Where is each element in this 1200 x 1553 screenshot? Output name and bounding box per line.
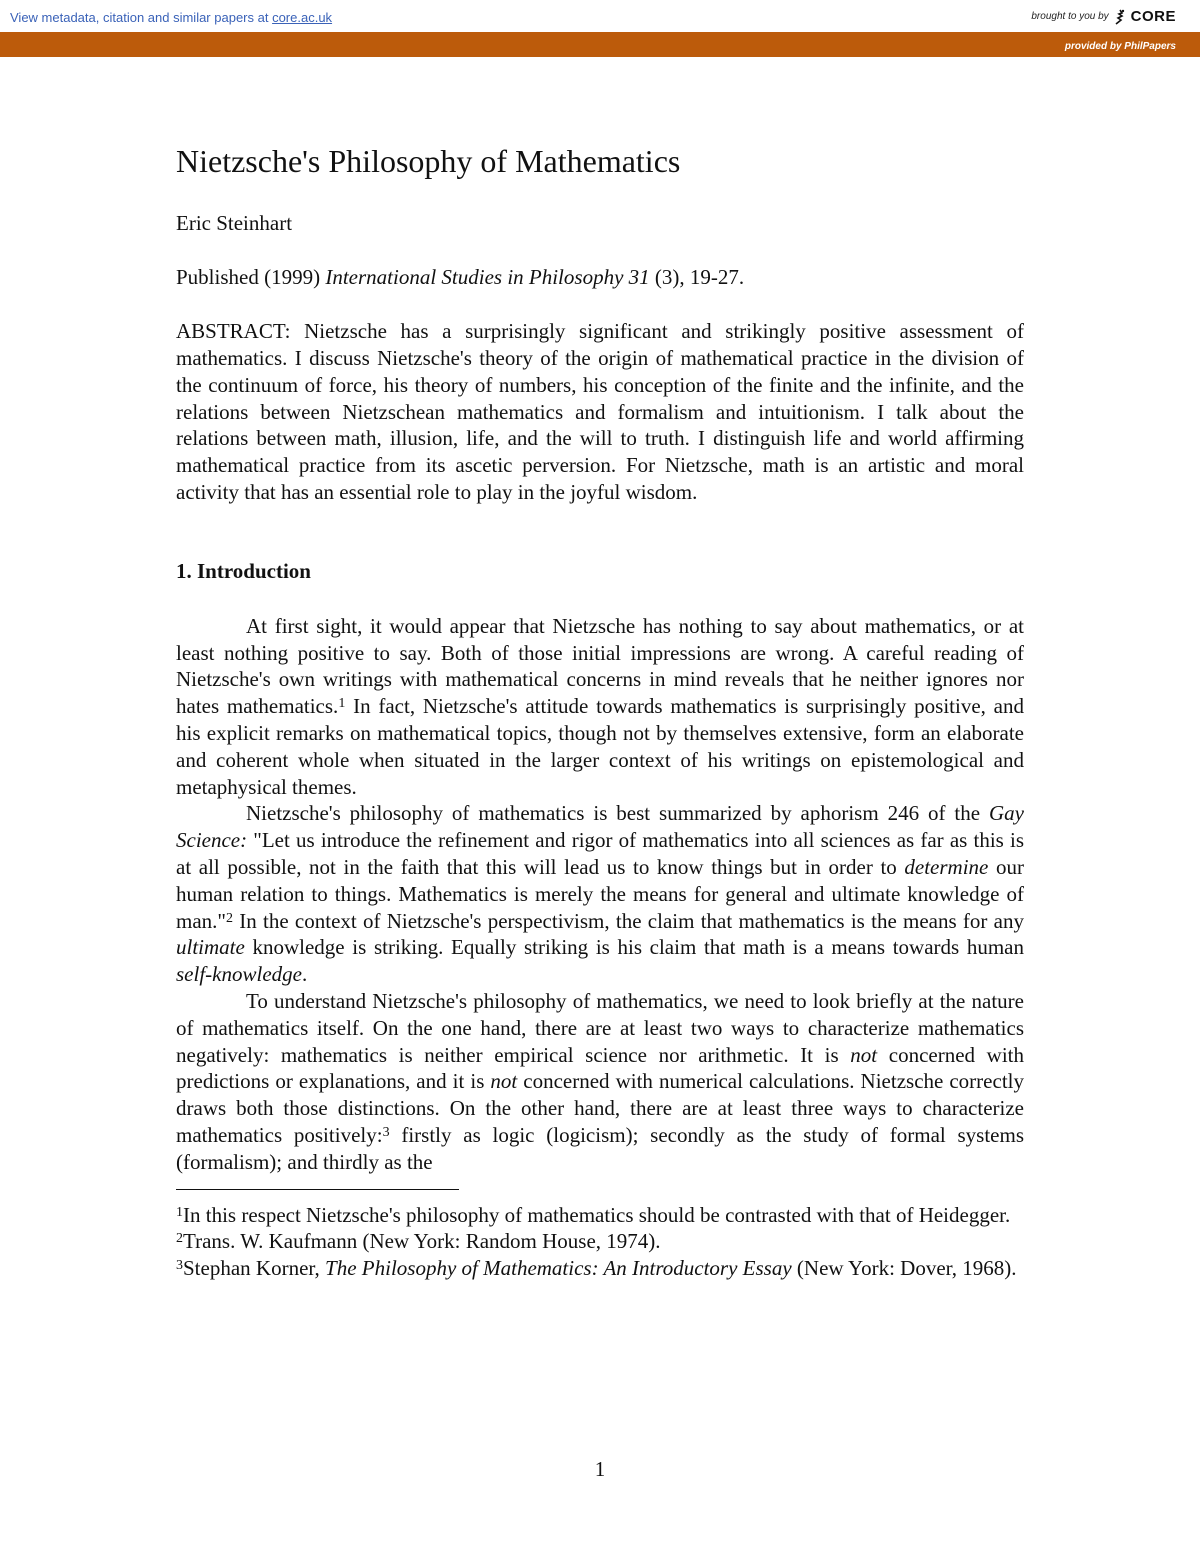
p1-text-a: At first sight, it would appear that Nietzsche has nothing to say about mathematics, or at least nothing positive to say. Both of those initial impressions are wrong. A careful reading of Nietzsche's own writings with mathematical concerns in mind reveals that he neither ignores nor hates mathematics. — [176, 613, 1024, 719]
footnote-separator — [176, 1189, 459, 1190]
paragraph-1 — [176, 613, 1024, 801]
footnote-2-text: Trans. W. Kaufmann (New York: Random House, 1974). — [183, 1229, 661, 1254]
abstract: ABSTRACT: Nietzsche has a surprisingly significant and strikingly positive assessment of mathematics. I discuss Nietzsche's theory of the origin of mathematical practice in the division of the continuum of force, his theory of numbers, his conception of the finite and the infinite, and the relations between Nietzschean mathematics and formalism and intuitionism. I talk about the relations between math, illusion, life, and the will to truth. I distinguish life and world affirming mathematical practice from its ascetic perversion. For Nietzsche, math is an artistic and moral activity that has an essential role to play in the joyful wisdom. — [176, 319, 1024, 504]
p2-text-e: knowledge is striking. Equally striking is his claim that math is a means towards human — [244, 935, 1024, 960]
page-number: 1 — [594, 1457, 606, 1481]
core-metadata-link[interactable] — [10, 10, 332, 25]
paragraph-3 — [176, 988, 1024, 1176]
paper-page — [176, 140, 1024, 1282]
section-heading: 1. Introduction — [176, 558, 311, 583]
core-link-url[interactable]: core.ac.uk — [272, 10, 333, 25]
paper-title: Nietzsche's Philosophy of Mathematics — [176, 143, 681, 179]
footnote-2-number: 2 — [176, 1231, 183, 1247]
footnote-3-text-a: Stephan Korner, — [183, 1256, 326, 1281]
p2-determine: determine — [904, 854, 989, 879]
p2-text-c: our human relation to things. Mathematics is merely the means for general and ultimate knowledge of man." — [176, 854, 1024, 933]
p2-text-d: In the context of Nietzsche's perspectivism, the claim that mathematics is the means for any — [232, 908, 1024, 933]
footnote-1 — [176, 1202, 1024, 1229]
footnote-ref-3[interactable]: 3 — [382, 1124, 390, 1140]
journal-name: International Studies in Philosophy 31 — [325, 265, 650, 290]
p3-text-c: concerned with numerical calculations. Nietzsche correctly draws both those distinctions. On the other hand, there are at least three ways to characterize mathematics positively: — [176, 1069, 1024, 1147]
author-name: Eric Steinhart — [176, 211, 293, 236]
p3-text-b: concerned with predictions or explanations, and it is — [176, 1042, 1024, 1094]
publication-line — [176, 264, 1024, 291]
core-link-prefix[interactable]: View metadata, citation and similar papers at — [10, 10, 273, 25]
p1-text-b: In fact, Nietzsche's attitude towards mathematics is surprisingly positive, and his explicit remarks on mathematical topics, though not by themselves extensive, form an elaborate and coherent whole when situated in the larger context of his writings on epistemological and metaphysical themes. — [176, 694, 1025, 799]
brought-by-text: brought to you by — [1031, 11, 1109, 22]
provider-bar — [0, 32, 1200, 57]
footnote-1-text: In this respect Nietzsche's philosophy of mathematics should be contrasted with that of Heidegger. — [183, 1202, 1011, 1227]
p2-text-f: . — [301, 962, 308, 987]
p2-text-a: Nietzsche's philosophy of mathematics is best summarized by aphorism 246 of the — [246, 801, 989, 826]
footnote-2 — [176, 1228, 1024, 1255]
p3-not-1: not — [850, 1042, 878, 1067]
p3-not-2: not — [490, 1069, 518, 1094]
core-banner — [0, 0, 1200, 32]
p2-gay-science: Gay Science: — [176, 801, 1024, 853]
paragraph-2 — [176, 800, 1024, 988]
p2-text-b: "Let us introduce the refinement and rigor of mathematics into all sciences as far as this is at all possible, not in the faith that this will lead us to know things but in order to — [176, 828, 1024, 879]
footnote-3-book-title: The Philosophy of Mathematics: An Introductory Essay — [325, 1256, 792, 1281]
footnote-ref-2[interactable]: 2 — [225, 910, 233, 926]
pub-suffix: (3), 19-27. — [649, 265, 745, 290]
p3-text-d: firstly as logic (logicism); secondly as the study of formal systems (formalism); and thirdly as the — [176, 1122, 1025, 1174]
p3-text-a: To understand Nietzsche's philosophy of mathematics, we need to look briefly at the nature of mathematics itself. On the one hand, there are at least two ways to characterize mathematics negatively: mathematics is neither empirical science nor arithmetic. It is — [176, 988, 1024, 1067]
footnote-3 — [176, 1255, 1024, 1282]
footnote-3-number: 3 — [176, 1258, 183, 1274]
p2-ultimate: ultimate — [176, 935, 245, 960]
pub-prefix: Published (1999) — [176, 265, 326, 290]
footnote-ref-1[interactable]: 1 — [338, 696, 346, 712]
core-logo-icon — [1113, 9, 1127, 25]
provided-by-philpapers[interactable]: provided by PhilPapers — [1064, 41, 1176, 52]
core-wordmark: CORE — [1130, 8, 1176, 25]
footnote-3-text-b: (New York: Dover, 1968). — [791, 1256, 1017, 1281]
p2-self-knowledge: self-knowledge — [176, 962, 302, 987]
brought-to-you-by[interactable] — [1031, 8, 1176, 25]
footnote-1-number: 1 — [176, 1204, 183, 1220]
